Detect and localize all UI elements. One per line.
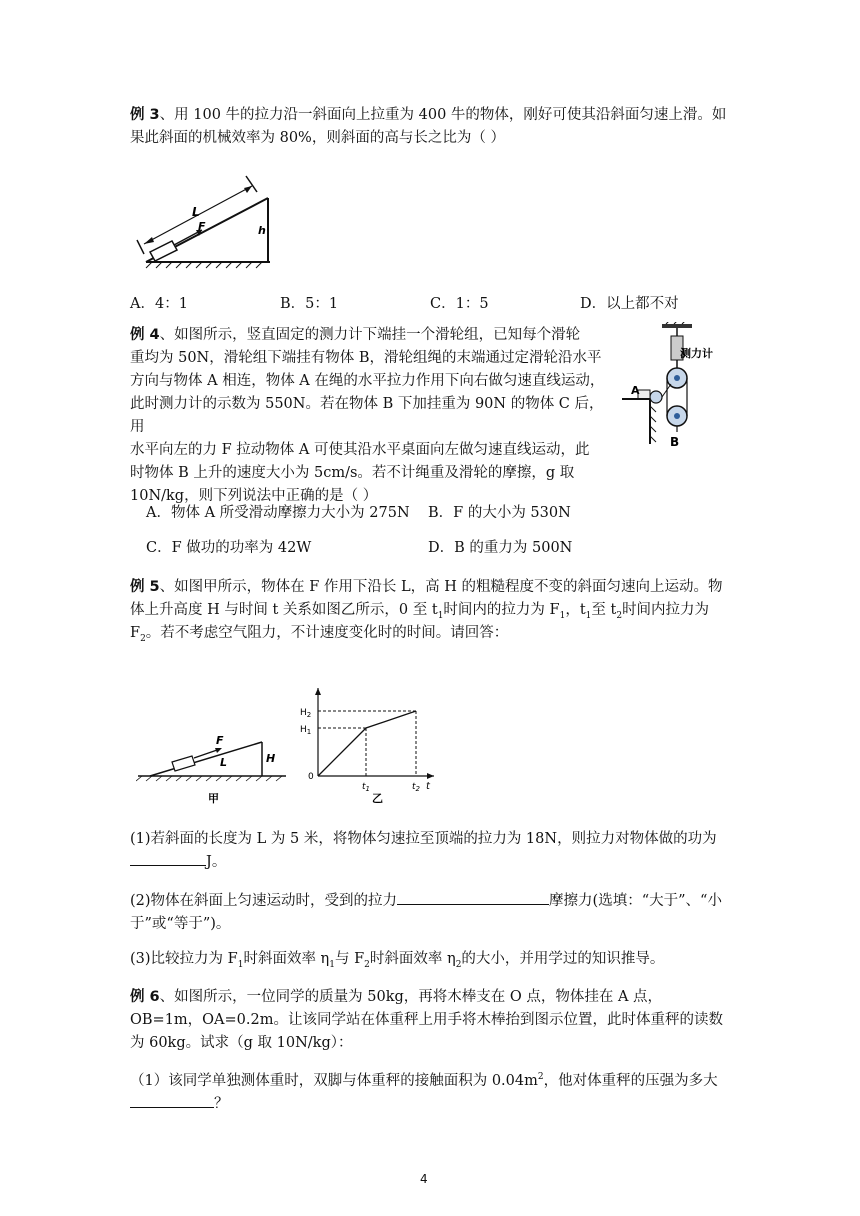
block-B-label: B bbox=[670, 435, 680, 449]
ex4-option-d: D．B 的重力为 500N bbox=[428, 540, 573, 556]
ex4-option-c: C．F 做功的功率为 42W bbox=[146, 540, 312, 556]
svg-text:t2: $t_2$ bbox=[412, 782, 420, 793]
label-yi: 乙 bbox=[372, 792, 383, 805]
example-5-label: 例 5 bbox=[130, 579, 160, 595]
svg-text:H: H bbox=[266, 752, 276, 765]
example-4-label: 例 4 bbox=[130, 327, 160, 343]
ex3-option-a: A．4：1 bbox=[130, 296, 188, 312]
svg-text:L: L bbox=[220, 756, 228, 769]
ex3-option-b: B．5：1 bbox=[280, 296, 339, 312]
ex4-option-b: B．F 的大小为 530N bbox=[428, 505, 571, 521]
pulley-diagram bbox=[618, 322, 738, 452]
example-4-text: 例 4、如图所示，竖直固定的测力计下端挂一个滑轮组，已知每个滑轮 重均为 50N，滑轮组下端挂有物体 B，滑轮组绳的末端通过定滑轮沿水平 方向与物体 A 相连，物体 A 在绳的水平拉力作用下向右做匀速直线运动， 此时测力计的示数为 550N。若在物体 B 下加挂重为 90N 的物体 C 后，用 水平向左的力 F 拉动物体 A 可使其沿水平桌面向左做匀速直线运动，此 时物体 B 上升的速度大小为 5cm/s。若不计绳重及滑轮的摩擦，g 取 10N/kg，则下列说法中正确的是（ ） bbox=[130, 327, 605, 504]
incline-label-L: L bbox=[192, 205, 200, 219]
example-3-label: 例 3 bbox=[130, 107, 160, 123]
svg-text:F: F bbox=[216, 734, 224, 747]
svg-text:t1: $t_1$ bbox=[362, 782, 370, 793]
meter-label: 测力计 bbox=[680, 347, 713, 360]
ex3-option-d: D．以上都不对 bbox=[580, 296, 679, 312]
ex5-question-3: (3)比较拉力为 $F_1$时斜面效率 $\eta_1$与 $F_2$时斜面效率 $\eta_2$的大小，并用学过的知识推导。 bbox=[130, 951, 665, 970]
block-A-label: A bbox=[631, 384, 640, 397]
ex5-question-2: (2)物体在斜面上匀速运动时，受到的拉力 摩擦力(选填：“大于”、“小于”或“等于”)。 bbox=[130, 890, 730, 936]
ex3-option-c: C．1：5 bbox=[430, 296, 489, 312]
incline-diagram bbox=[134, 170, 284, 270]
ex5-question-1: (1)若斜面的长度为 L 为 5 米，将物体匀速拉至顶端的拉力为 18N，则拉力对物体做的功为 J。 bbox=[130, 831, 717, 870]
example-3-text: 例 3、用 100 牛的拉力沿一斜面向上拉重为 400 牛的物体，刚好可使其沿斜面匀速上滑。如果此斜面的机械效率为 80%，则斜面的高与长之比为（ ） bbox=[130, 107, 727, 146]
figure-jia-yi bbox=[136, 686, 436, 806]
page-number: 4 bbox=[420, 1172, 428, 1186]
svg-text:H2: $H_2$ bbox=[300, 708, 312, 719]
incline-label-F: F bbox=[198, 220, 206, 233]
svg-text:t: t bbox=[426, 781, 430, 792]
svg-text:0: 0 bbox=[308, 772, 314, 782]
example-6-text: 例 6、如图所示，一位同学的质量为 50kg，再将木棒支在 O 点，物体挂在 A 点，OB=1m，OA=0.2m。让该同学站在体重秤上用手将木棒抬到图示位置，此时体重秤的读数为 60kg。试求（g 取 10N/kg）： bbox=[130, 989, 723, 1051]
svg-text:H1: $H_1$ bbox=[300, 725, 312, 736]
example-5-text: 例 5、如图甲所示，物体在 F 作用下沿长 L，高 H 的粗糙程度不变的斜面匀速向上运动。物体上升高度 H 与时间 t 关系如图乙所示，0 至 $t_1$时间内的拉力为 $F_1$，$t_1$至 $t_2$时间内拉力为 $F_2$。若不考虑空气阻力，不计速度变化时的时间。请回答： bbox=[130, 579, 723, 644]
ex4-option-a: A．物体 A 所受滑动摩擦力大小为 275N bbox=[146, 505, 410, 521]
ex6-question-1: （1）该同学单独测体重时，双脚与体重秤的接触面积为 $0.04m^2$，他对体重秤的压强为多大 ？ bbox=[130, 1072, 718, 1112]
example-6-label: 例 6 bbox=[130, 989, 160, 1005]
label-jia: 甲 bbox=[208, 792, 219, 805]
incline-label-h: h bbox=[258, 224, 266, 237]
